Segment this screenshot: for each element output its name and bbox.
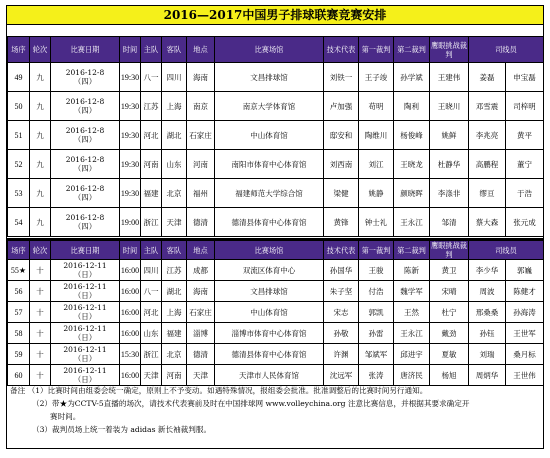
table-cell: 苟明: [359, 92, 394, 121]
table-row: [8, 281, 544, 302]
table-cell: 德清: [187, 208, 215, 237]
table-cell: 福建: [162, 323, 187, 344]
table-cell: 梁健: [324, 179, 359, 208]
table-cell: 浙江: [141, 344, 162, 365]
table-cell: 钟士礼: [359, 208, 394, 237]
table-cell: 刘铁一: [324, 63, 359, 92]
table-row: [8, 302, 544, 323]
table-cell: 福建师范大学综合馆: [215, 179, 324, 208]
table-cell: 2016-12-8 （四）: [51, 208, 120, 237]
table-cell: 王永江: [394, 323, 430, 344]
table-cell: 刘西南: [324, 150, 359, 179]
table-cell: 北京: [162, 179, 187, 208]
table-cell: 15:30: [120, 344, 141, 365]
table-cell: 九: [30, 92, 51, 121]
table-cell: 九: [30, 179, 51, 208]
table-cell: 河南: [141, 150, 162, 179]
table-cell: 浙江: [141, 208, 162, 237]
table-cell: 许渊: [324, 344, 359, 365]
table-cell: 文昌排球馆: [215, 281, 324, 302]
header-cell: 司线员: [469, 37, 544, 63]
table-cell: 李少华: [469, 260, 506, 281]
table-cell: 王世伟: [506, 365, 544, 386]
table-cell: 周炳华: [469, 365, 506, 386]
header-cell: 鹰眼挑战裁判: [430, 37, 469, 63]
table-cell: 2016-12-8 （四）: [51, 92, 120, 121]
table-cell: 戴劲: [430, 323, 469, 344]
table-cell: 王建伟: [430, 63, 469, 92]
table-cell: 58: [8, 323, 30, 344]
table-cell: 50: [8, 92, 30, 121]
table-header-row: [8, 241, 544, 260]
table-cell: 江苏: [141, 92, 162, 121]
table-cell: 湖北: [162, 121, 187, 150]
table-cell: 49: [8, 63, 30, 92]
table-cell: 董宁: [506, 150, 544, 179]
table-cell: 邹斌军: [359, 344, 394, 365]
header-cell: 比赛场馆: [215, 37, 324, 63]
table-cell: 2016-12-8 （四）: [51, 121, 120, 150]
table-row: [8, 260, 544, 281]
table-cell: 德清县体育中心体育馆: [215, 208, 324, 237]
header-cell: 技术代表: [324, 37, 359, 63]
table-cell: 王永江: [394, 208, 430, 237]
table-cell: 2016-12-8 （四）: [51, 179, 120, 208]
table-cell: 九: [30, 150, 51, 179]
table-cell: 周波: [469, 281, 506, 302]
table-cell: 55★: [8, 260, 30, 281]
header-cell: 主队: [141, 37, 162, 63]
header-cell: 鹰眼挑战裁判: [431, 241, 467, 259]
table-cell: 53: [8, 179, 30, 208]
table-cell: 湖北: [162, 281, 187, 302]
table-cell: 桑月标: [506, 344, 544, 365]
table-cell: 九: [30, 63, 51, 92]
table-cell: 邸安和: [324, 121, 359, 150]
table-cell: 邓雪震: [469, 92, 506, 121]
table-cell: 天津: [187, 365, 215, 386]
table-cell: 张元成: [506, 208, 544, 237]
table-cell: 魏学军: [394, 281, 430, 302]
page-title: 2016—2017中国男子排球联赛竞赛安排: [7, 6, 543, 25]
table-cell: 59: [8, 344, 30, 365]
header-cell: 比赛日期: [51, 37, 120, 63]
table-row: [8, 92, 544, 121]
table-cell: 陈健才: [506, 281, 544, 302]
table-row: [8, 63, 544, 92]
table-cell: 宋晴: [430, 281, 469, 302]
table-cell: 孙学斌: [394, 63, 430, 92]
header-cell: 主队: [141, 241, 162, 260]
table-cell: 海南: [187, 281, 215, 302]
table-cell: 十: [30, 365, 51, 386]
table-cell: 16:00: [120, 260, 141, 281]
header-cell: 客队: [162, 37, 187, 63]
table-cell: 19:30: [120, 63, 141, 92]
table-cell: 九: [30, 121, 51, 150]
table-cell: 陈新: [394, 260, 430, 281]
table-cell: 李涤非: [430, 179, 469, 208]
header-cell: 地点: [187, 37, 215, 63]
table-cell: 山东: [162, 150, 187, 179]
table-cell: 2016-12-11 （日）: [51, 281, 120, 302]
note-1: 备注 （1）比赛时间由组委会统一确定，原则上不予变动。如遇特殊情况，报组委会批准。批准调整后的比赛时间另行通知。: [10, 386, 428, 395]
table-cell: 石家庄: [187, 121, 215, 150]
notes-section: [10, 384, 540, 436]
table-cell: 南京大学体育馆: [215, 92, 324, 121]
table-cell: 文昌排球馆: [215, 63, 324, 92]
table-cell: 19:30: [120, 150, 141, 179]
schedule-table-round-10: [7, 240, 544, 386]
table-cell: 57: [8, 302, 30, 323]
table-cell: 八一: [141, 63, 162, 92]
header-cell: 第二裁判: [394, 37, 430, 63]
table-cell: 南京: [187, 92, 215, 121]
table-cell: 中山体育馆: [215, 121, 324, 150]
table-cell: 十: [30, 344, 51, 365]
schedule-table-round-9: [7, 36, 544, 237]
header-cell: 第一裁判: [359, 37, 394, 63]
header-cell: 司线员: [469, 241, 544, 260]
table-cell: 56: [8, 281, 30, 302]
table-cell: 2016-12-11 （日）: [51, 344, 120, 365]
table-cell: 16:00: [120, 323, 141, 344]
table-cell: 八一: [141, 281, 162, 302]
table-cell: 2016-12-11 （日）: [51, 365, 120, 386]
table-cell: 2016-12-11 （日）: [51, 260, 120, 281]
table-cell: 16:00: [120, 365, 141, 386]
header-cell: 场序: [8, 241, 30, 260]
table-cell: 孙钰: [469, 323, 506, 344]
table-cell: 刘瑞: [469, 344, 506, 365]
table-cell: 60: [8, 365, 30, 386]
table-cell: 陶利: [394, 92, 430, 121]
table-cell: 于浩: [506, 179, 544, 208]
table-cell: 杜宁: [430, 302, 469, 323]
table-cell: 李兆亮: [469, 121, 506, 150]
table-cell: 申宝磊: [506, 63, 544, 92]
header-cell: 场序: [8, 37, 30, 63]
header-cell: 时间: [120, 37, 141, 63]
table-cell: 成都: [187, 260, 215, 281]
table-cell: 16:00: [120, 281, 141, 302]
table-cell: 上海: [162, 302, 187, 323]
table-cell: 卢加强: [324, 92, 359, 121]
table-cell: 海南: [187, 63, 215, 92]
table-cell: 天津市人民体育馆: [215, 365, 324, 386]
table-cell: 南阳市体育中心体育馆: [215, 150, 324, 179]
table-cell: 黄平: [506, 121, 544, 150]
table-cell: 山东: [141, 323, 162, 344]
table-cell: 河南: [187, 150, 215, 179]
table-cell: 52: [8, 150, 30, 179]
table-cell: 缪亘: [469, 179, 506, 208]
table-cell: 51: [8, 121, 30, 150]
table-cell: 天津: [141, 365, 162, 386]
table-cell: 十: [30, 323, 51, 344]
table-cell: 16:00: [120, 302, 141, 323]
table-cell: 郭巍: [506, 260, 544, 281]
table-cell: 高鹏程: [469, 150, 506, 179]
note-2: （2）带★为CCTV-5直播的场次，请技术代表赛前及时在中国排球网 www.volleychina.org 注意比赛信息，并根据其要求确定开: [32, 399, 470, 408]
table-cell: 杜静华: [430, 150, 469, 179]
table-row: [8, 208, 544, 237]
header-cell: 地点: [187, 241, 215, 260]
table-cell: 付浩: [359, 281, 394, 302]
table-cell: 淄博: [187, 323, 215, 344]
header-cell: 客队: [162, 241, 187, 260]
table-cell: 沈远军: [324, 365, 359, 386]
note-3: （3）裁判员场上统一着装为 adidas 新长袖裁判服。: [32, 425, 212, 434]
table-header-row: [8, 37, 544, 63]
table-cell: 福建: [141, 179, 162, 208]
table-cell: 陶维川: [359, 121, 394, 150]
table-cell: 王然: [394, 302, 430, 323]
table-cell: 19:30: [120, 92, 141, 121]
table-cell: 王晓龙: [394, 150, 430, 179]
table-cell: 张涛: [359, 365, 394, 386]
note-2-cont: 赛时间。: [50, 412, 81, 421]
table-cell: 邱进宇: [394, 344, 430, 365]
table-cell: 郭凯: [359, 302, 394, 323]
table-cell: 54: [8, 208, 30, 237]
header-cell: 比赛日期: [51, 241, 120, 260]
header-cell: 技术代表: [324, 241, 359, 260]
table-cell: 中山体育馆: [215, 302, 324, 323]
table-cell: 夏敏: [430, 344, 469, 365]
table-cell: 河北: [141, 121, 162, 150]
table-cell: 孙雷: [359, 323, 394, 344]
table-cell: 四川: [162, 63, 187, 92]
table-cell: 宋志: [324, 302, 359, 323]
header-cell: 第二裁判: [394, 241, 430, 260]
table-cell: 石家庄: [187, 302, 215, 323]
table-cell: 德清县体育中心体育馆: [215, 344, 324, 365]
table-cell: 邹清: [430, 208, 469, 237]
table-cell: 天津: [162, 208, 187, 237]
table-cell: 王世军: [506, 323, 544, 344]
table-cell: 2016-12-11 （日）: [51, 323, 120, 344]
table-cell: 孙敬: [324, 323, 359, 344]
table-cell: 杨俊峰: [394, 121, 430, 150]
table-cell: 刘江: [359, 150, 394, 179]
table-cell: 姚鲜: [430, 121, 469, 150]
table-row: [8, 150, 544, 179]
table-cell: 黄卫: [430, 260, 469, 281]
table-cell: 双流区体育中心: [215, 260, 324, 281]
table-cell: 十: [30, 302, 51, 323]
table-cell: 姜磊: [469, 63, 506, 92]
table-cell: 北京: [162, 344, 187, 365]
header-cell: 轮次: [30, 241, 51, 260]
table-cell: 淄博市体育中心体育馆: [215, 323, 324, 344]
header-cell: 轮次: [30, 37, 51, 63]
table-cell: 邢桑桑: [469, 302, 506, 323]
table-cell: 姚静: [359, 179, 394, 208]
table-cell: 黄锋: [324, 208, 359, 237]
table-cell: 2016-12-8 （四）: [51, 63, 120, 92]
table-cell: 王骏: [359, 260, 394, 281]
table-cell: 江苏: [162, 260, 187, 281]
table-cell: 德清: [187, 344, 215, 365]
header-cell: 比赛场馆: [215, 241, 324, 260]
table-cell: 九: [30, 208, 51, 237]
table-cell: 王晓川: [430, 92, 469, 121]
table-cell: 十: [30, 260, 51, 281]
table-cell: 河北: [141, 302, 162, 323]
table-row: [8, 323, 544, 344]
table-row: [8, 365, 544, 386]
table-cell: 2016-12-11 （日）: [51, 302, 120, 323]
table-cell: 河南: [162, 365, 187, 386]
header-cell: 时间: [120, 241, 141, 260]
table-cell: 2016-12-8 （四）: [51, 150, 120, 179]
table-cell: 朱子坚: [324, 281, 359, 302]
table-cell: 颜晓晖: [394, 179, 430, 208]
table-cell: 福州: [187, 179, 215, 208]
table-cell: 杨旭: [430, 365, 469, 386]
table-cell: 上海: [162, 92, 187, 121]
table-row: [8, 344, 544, 365]
notes-label: 备注: [10, 386, 26, 395]
table-cell: 四川: [141, 260, 162, 281]
table-cell: 唐济民: [394, 365, 430, 386]
table-cell: 十: [30, 281, 51, 302]
table-cell: 蔡大森: [469, 208, 506, 237]
table-cell: 19:30: [120, 121, 141, 150]
table-cell: 王子竣: [359, 63, 394, 92]
header-cell: 第一裁判: [359, 241, 394, 260]
table-row: [8, 179, 544, 208]
table-cell: 孙国华: [324, 260, 359, 281]
table-cell: 19:00: [120, 208, 141, 237]
table-cell: 司梓明: [506, 92, 544, 121]
table-row: [8, 121, 544, 150]
table-cell: 19:30: [120, 179, 141, 208]
table-cell: 孙海涛: [506, 302, 544, 323]
